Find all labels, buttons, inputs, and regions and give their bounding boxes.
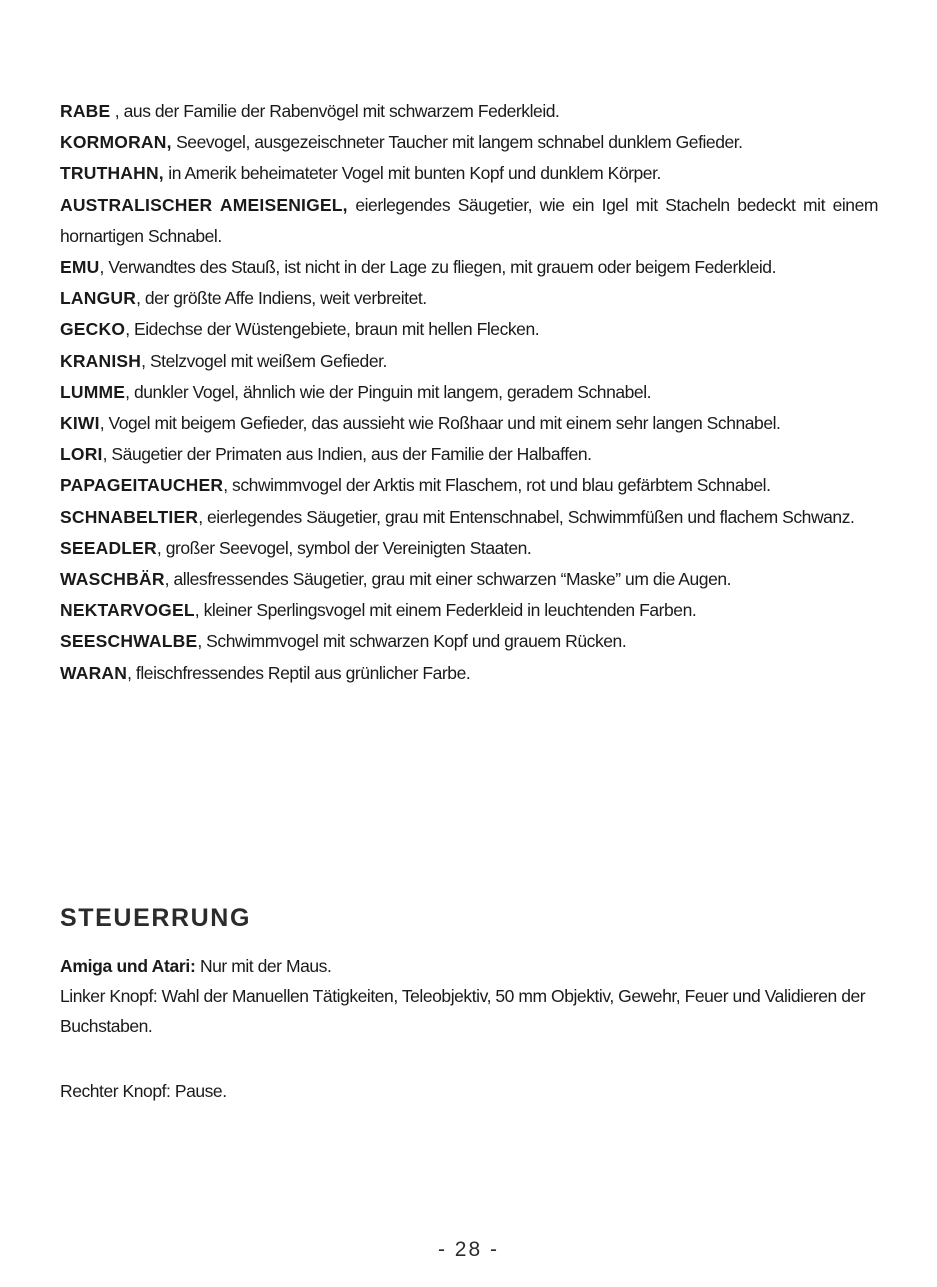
- entry-description: , Vogel mit beigem Gefieder, das aussieht wie Roßhaar und mit einem sehr langen Schnabel.: [99, 413, 781, 434]
- entry-description: , Stelzvogel mit weißem Gefieder.: [141, 350, 387, 371]
- entry-term: SCHNABELTIER: [60, 506, 199, 527]
- entry-term: AUSTRALISCHER AMEISENIGEL,: [60, 194, 348, 215]
- platform-text: Nur mit der Maus.: [195, 956, 332, 976]
- glossary-entry: [60, 377, 878, 408]
- entry-term: RABE: [60, 101, 111, 121]
- entry-term: PAPAGEITAUCHER: [60, 475, 224, 496]
- entry-description: , Verwandtes des Stauß, ist nicht in der Lage zu fliegen, mit grauem oder beigem Federkleid.: [99, 257, 776, 278]
- entry-term: TRUTHAHN,: [60, 163, 164, 184]
- entry-term: KIWI: [60, 413, 100, 434]
- entry-term: NEKTARVOGEL: [60, 600, 195, 621]
- entry-term: EMU: [60, 257, 100, 278]
- glossary-entry: [60, 346, 878, 377]
- glossary-entry: [60, 658, 878, 689]
- glossary-entry: [60, 595, 878, 626]
- left-button-description: Linker Knopf: Wahl der Manuellen Tätigkeiten, Teleobjektiv, 50 mm Objektiv, Gewehr, Feuer und Validieren der Buchstaben.: [60, 986, 866, 1036]
- entry-term: SEESCHWALBE: [60, 631, 198, 652]
- page-number: - 28 -: [437, 1238, 499, 1261]
- entry-description: , eierlegendes Säugetier, grau mit Entenschnabel, Schwimmfüßen und flachem Schwanz.: [198, 506, 855, 527]
- glossary-entry: [60, 626, 878, 657]
- entry-description: , Schwimmvogel mit schwarzen Kopf und grauem Rücken.: [197, 631, 627, 652]
- entry-description: , schwimmvogel der Arktis mit Flaschem, rot und blau gefärbtem Schnabel.: [223, 475, 771, 496]
- glossary-entry: [60, 314, 878, 345]
- entry-description: , aus der Familie der Rabenvögel mit schwarzem Federkleid.: [110, 101, 560, 121]
- entry-description: , Säugetier der Primaten aus Indien, aus der Familie der Halbaffen.: [102, 444, 592, 465]
- animal-glossary: [60, 96, 878, 689]
- glossary-entry: [60, 408, 878, 439]
- entry-term: GECKO: [60, 319, 126, 340]
- entry-term: WARAN: [60, 662, 128, 683]
- entry-description: , Eidechse der Wüstengebiete, braun mit hellen Flecken.: [125, 319, 540, 340]
- glossary-entry: [60, 502, 878, 533]
- entry-term: KRANISH: [60, 350, 142, 371]
- glossary-entry: [60, 564, 878, 595]
- entry-description: , dunkler Vogel, ähnlich wie der Pinguin mit langem, geradem Schnabel.: [125, 381, 652, 402]
- right-button-description: Rechter Knopf: Pause.: [60, 1081, 227, 1101]
- entry-description: , kleiner Sperlingsvogel mit einem Federkleid in leuchtenden Farben.: [194, 600, 697, 621]
- controls-section: [60, 951, 886, 1106]
- glossary-entry: [60, 158, 878, 189]
- entry-term: SEEADLER: [60, 537, 157, 558]
- entry-description: in Amerik beheimateter Vogel mit bunten Kopf und dunklem Körper.: [163, 163, 661, 184]
- glossary-entry: [60, 190, 878, 252]
- glossary-entry: [60, 96, 878, 127]
- glossary-entry: [60, 533, 878, 564]
- entry-term: LORI: [60, 444, 103, 465]
- platform-label: Amiga und Atari:: [60, 956, 196, 976]
- entry-term: LANGUR: [60, 288, 137, 309]
- entry-description: Seevogel, ausgezeischneter Taucher mit langem schnabel dunklem Gefieder.: [171, 132, 743, 153]
- glossary-entry: [60, 252, 878, 283]
- platform-line: [60, 951, 886, 981]
- entry-term: WASCHBÄR: [60, 569, 165, 590]
- entry-description: eierlegendes Säugetier, wie ein Igel mit Stacheln bedeckt mit einem hornartigen Schnabel.: [60, 194, 878, 246]
- entry-description: , fleischfressendes Reptil aus grünlicher Farbe.: [127, 662, 471, 683]
- section-heading: STEUERRUNG: [60, 904, 252, 932]
- entry-description: , großer Seevogel, symbol der Vereinigten Staaten.: [156, 537, 532, 558]
- glossary-entry: [60, 283, 878, 314]
- entry-description: , allesfressendes Säugetier, grau mit einer schwarzen “Maske” um die Augen.: [164, 569, 732, 590]
- entry-term: LUMME: [60, 381, 126, 402]
- glossary-entry: [60, 470, 878, 501]
- glossary-entry: [60, 127, 878, 158]
- paragraph-spacer: [60, 1041, 886, 1076]
- entry-term: KORMORAN,: [60, 132, 172, 153]
- entry-description: , der größte Affe Indiens, weit verbreitet.: [136, 288, 427, 309]
- glossary-entry: [60, 439, 878, 470]
